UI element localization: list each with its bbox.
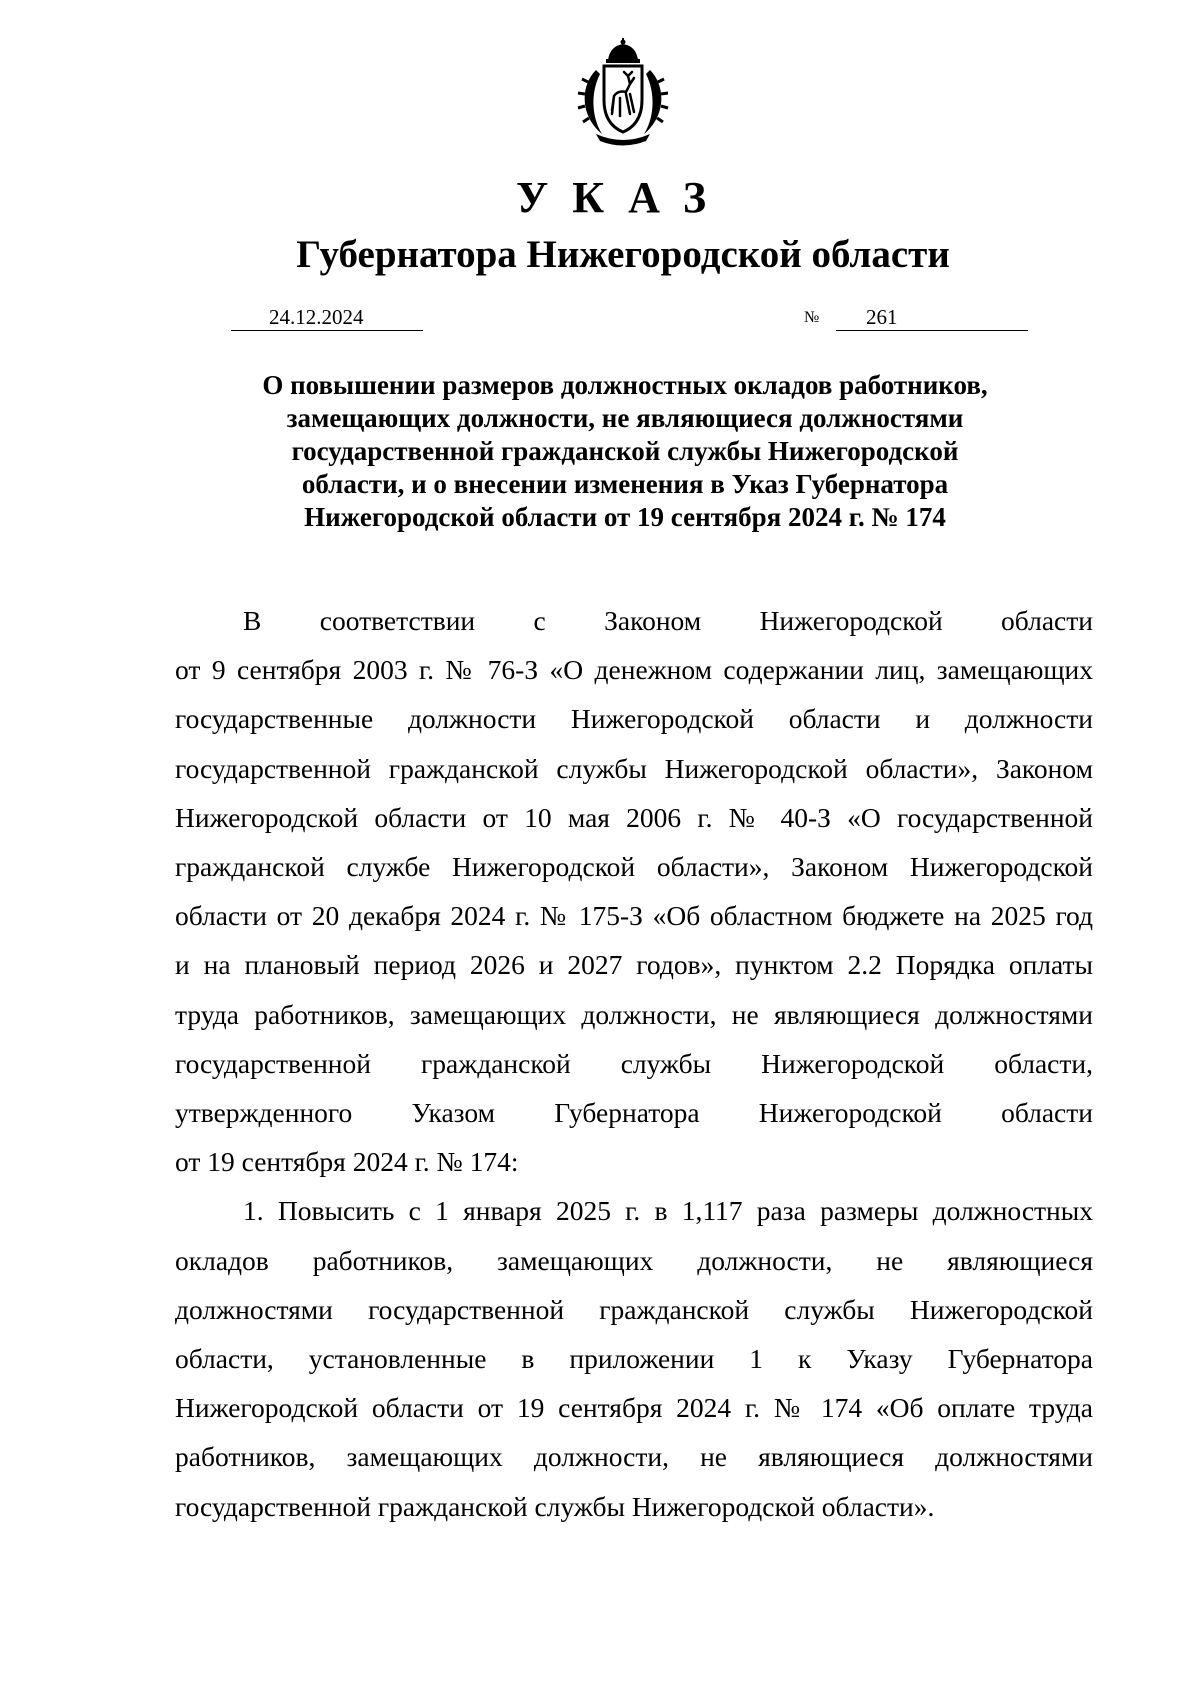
text-line: государственной гражданской службы Нижегородской области, <box>175 1047 1093 1079</box>
text-line: области от 20 декабря 2024 г. № 175-З «Об областном бюджете на 2025 год <box>175 900 1093 932</box>
number-field <box>836 304 1028 331</box>
text-line: труда работников, замещающих должности, не являющиеся должностями <box>175 998 1093 1030</box>
number-label: № <box>804 309 820 326</box>
heading-line: замещающих должности, не являющиеся должностями <box>286 403 964 433</box>
text-line: работников, замещающих должности, не являющиеся должностями <box>175 1441 1093 1473</box>
text-line: от 9 сентября 2003 г. № 76-З «О денежном содержании лиц, замещающих <box>175 654 1093 686</box>
heading-line: Нижегородской области от 19 сентября 2024 г. № 174 <box>304 502 946 532</box>
text-line: государственной гражданской службы Нижегородской области», Законом <box>175 752 1093 784</box>
text-line: государственные должности Нижегородской области и должности <box>175 703 1093 735</box>
text-line: и на плановый период 2026 и 2027 годов», пунктом 2.2 Порядка оплаты <box>175 949 1093 981</box>
heading-line: области, и о внесении изменения в Указ Губернатора <box>301 469 949 499</box>
document-title: УКАЗ <box>515 173 731 222</box>
text-line: Нижегородской области от 10 мая 2006 г. № 40-З «О государственной <box>175 801 1093 833</box>
text-line: от 19 сентября 2024 г. № 174: <box>175 1146 519 1178</box>
date-field <box>231 304 423 331</box>
text-line: государственной гражданской службы Нижегородской области». <box>175 1490 935 1522</box>
preamble-paragraph <box>175 596 1093 1186</box>
heading-line: государственной гражданской службы Нижегородской <box>291 436 959 466</box>
number-value: 261 <box>866 305 898 329</box>
text-line: гражданской службе Нижегородской области», Законом Нижегородской <box>175 851 1093 883</box>
text-line: утвержденного Указом Губернатора Нижегородской области <box>175 1097 1093 1129</box>
text-line: 1. Повысить с 1 января 2025 г. в 1,117 раза размеры должностных <box>243 1195 1093 1227</box>
heading-line: О повышении размеров должностных окладов работников, <box>262 370 988 400</box>
text-line: области, установленные в приложении 1 к Указу Губернатора <box>175 1343 1093 1375</box>
decree-body <box>175 596 1093 1531</box>
text-line: окладов работников, замещающих должности, не являющиеся <box>175 1244 1093 1276</box>
text-line: Нижегородской области от 19 сентября 2024 г. № 174 «Об оплате труда <box>175 1392 1093 1424</box>
date-value: 24.12.2024 <box>269 305 364 329</box>
text-line: В соответствии с Законом Нижегородской области <box>243 605 1093 636</box>
decree-heading <box>200 369 1050 534</box>
coat-of-arms-emblem <box>566 38 680 146</box>
clause-1-paragraph <box>175 1186 1093 1530</box>
document-subtitle: Губернатора Нижегородской области <box>296 233 950 276</box>
text-line: должностями государственной гражданской службы Нижегородской <box>175 1293 1093 1325</box>
